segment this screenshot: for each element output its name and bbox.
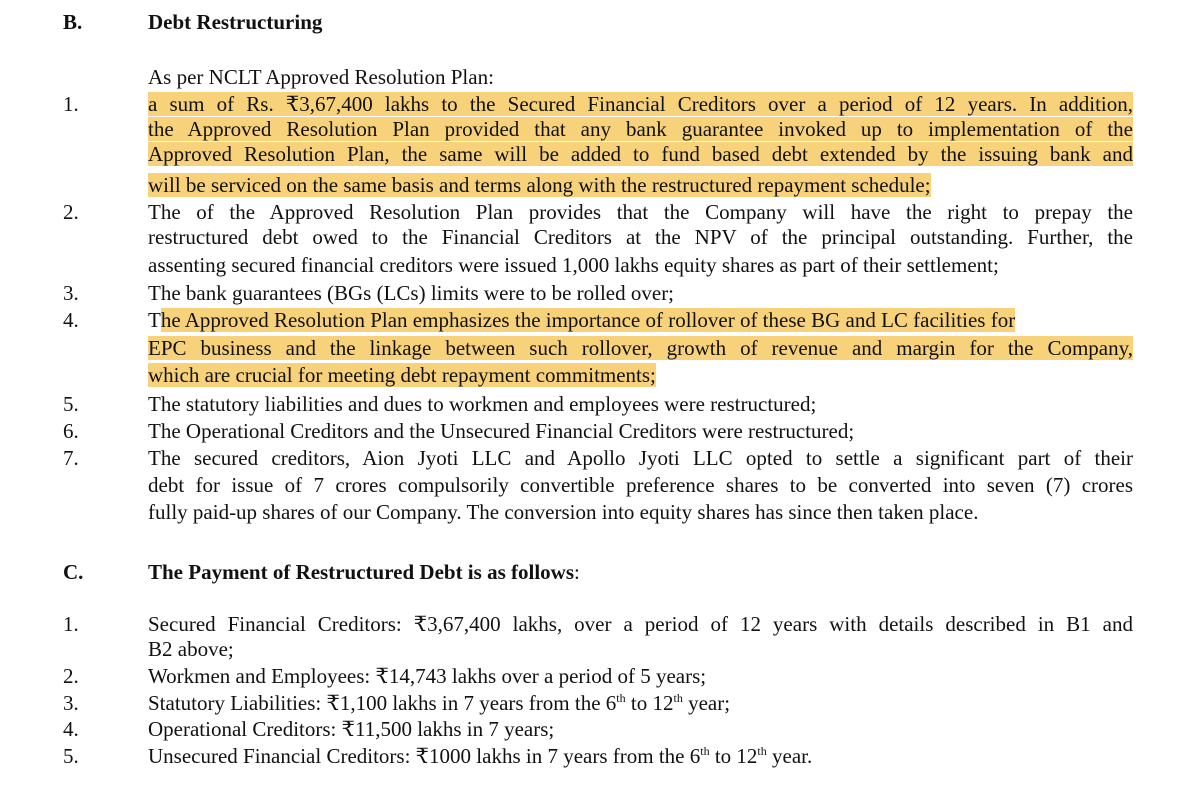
highlight-span: EPC business and the linkage between such rollover, growth of revenue and margin for the Company, bbox=[148, 336, 1133, 360]
item-c2-number: 2. bbox=[63, 664, 79, 688]
item-b1-line bbox=[148, 173, 931, 198]
item-b2-line: restructured debt owed to the Financial Creditors at the NPV of the principal outstanding. Further, the bbox=[148, 225, 1133, 249]
c3-text-b: to 12 bbox=[625, 691, 674, 715]
item-b6-number: 6. bbox=[63, 419, 79, 443]
item-b7-line: debt for issue of 7 crores compulsorily convertible preference shares to be converted into seven (7) crores bbox=[148, 473, 1133, 497]
item-c3-number: 3. bbox=[63, 691, 79, 715]
c5-text-c: year. bbox=[766, 744, 813, 768]
item-b5-line: The statutory liabilities and dues to workmen and employees were restructured; bbox=[148, 392, 817, 416]
item-b1-line bbox=[148, 117, 1133, 142]
item-b7-number: 7. bbox=[63, 446, 79, 470]
highlight-span: the Approved Resolution Plan provided that any bank guarantee invoked up to implementation of the bbox=[148, 117, 1133, 141]
highlight-span: Approved Resolution Plan, the same will be added to fund based debt extended by the issuing bank and bbox=[148, 142, 1133, 166]
item-b4-line bbox=[148, 363, 656, 388]
item-b2-number: 2. bbox=[63, 200, 79, 224]
item-c1-line: B2 above; bbox=[148, 637, 234, 661]
item-b4-line bbox=[148, 336, 1133, 361]
c5-sup-b: th bbox=[757, 744, 767, 758]
item-b2-line: assenting secured financial creditors were issued 1,000 lakhs equity shares as part of their settlement; bbox=[148, 253, 999, 277]
section-b-intro: As per NCLT Approved Resolution Plan: bbox=[148, 65, 494, 89]
section-b-letter: B. bbox=[63, 10, 83, 34]
highlight-span: which are crucial for meeting debt repayment commitments; bbox=[148, 363, 656, 387]
item-c4-number: 4. bbox=[63, 717, 79, 741]
item-c5-number: 5. bbox=[63, 744, 79, 768]
item-b5-number: 5. bbox=[63, 392, 79, 416]
item-b3-number: 3. bbox=[63, 281, 79, 305]
c3-text-c: year; bbox=[682, 691, 731, 715]
c5-text-a: Unsecured Financial Creditors: ₹1000 lakhs in 7 years from the 6 bbox=[148, 744, 701, 768]
item-b1-line bbox=[148, 142, 1133, 167]
c3-sup-b: th bbox=[673, 691, 683, 705]
section-c-title bbox=[148, 560, 580, 585]
section-c-letter: C. bbox=[63, 560, 84, 584]
item-b7-line: The secured creditors, Aion Jyoti LLC and Apollo Jyoti LLC opted to settle a significant part of their bbox=[148, 446, 1133, 470]
item-c4-line: Operational Creditors: ₹11,500 lakhs in 7 years; bbox=[148, 717, 555, 741]
item-b4-line bbox=[148, 308, 1133, 333]
section-b-title: Debt Restructuring bbox=[148, 10, 323, 34]
section-c-title-colon: : bbox=[574, 560, 580, 584]
item-b4-number: 4. bbox=[63, 308, 79, 332]
item-c1-number: 1. bbox=[63, 612, 79, 636]
item-c3-line bbox=[148, 691, 730, 716]
item-c2-line: Workmen and Employees: ₹14,743 lakhs over a period of 5 years; bbox=[148, 664, 707, 688]
highlight-span: a sum of Rs. ₹3,67,400 lakhs to the Secured Financial Creditors over a period of 12 years. In addition, bbox=[148, 92, 1133, 116]
item-b4-first-char: T bbox=[148, 308, 161, 332]
item-b7-line: fully paid-up shares of our Company. The conversion into equity shares has since then taken place. bbox=[148, 500, 979, 524]
c3-text-a: Statutory Liabilities: ₹1,100 lakhs in 7 years from the 6 bbox=[148, 691, 617, 715]
item-b1-number: 1. bbox=[63, 92, 79, 116]
highlight-span: he Approved Resolution Plan emphasizes the importance of rollover of these BG and LC facilities for bbox=[160, 308, 1016, 332]
item-b1-line bbox=[148, 92, 1133, 117]
c5-text-b: to 12 bbox=[709, 744, 758, 768]
item-c5-line bbox=[148, 744, 812, 769]
c3-sup-a: th bbox=[616, 691, 626, 705]
c5-sup-a: th bbox=[700, 744, 710, 758]
highlight-span: will be serviced on the same basis and terms along with the restructured repayment schedule; bbox=[148, 173, 931, 197]
item-b6-line: The Operational Creditors and the Unsecured Financial Creditors were restructured; bbox=[148, 419, 855, 443]
item-b3-line: The bank guarantees (BGs (LCs) limits were to be rolled over; bbox=[148, 281, 675, 305]
item-c1-line: Secured Financial Creditors: ₹3,67,400 lakhs, over a period of 12 years with details described in B1 and bbox=[148, 612, 1133, 636]
section-c-title-text: The Payment of Restructured Debt is as follows bbox=[148, 560, 574, 584]
item-b2-line: The of the Approved Resolution Plan provides that the Company will have the right to prepay the bbox=[148, 200, 1133, 224]
